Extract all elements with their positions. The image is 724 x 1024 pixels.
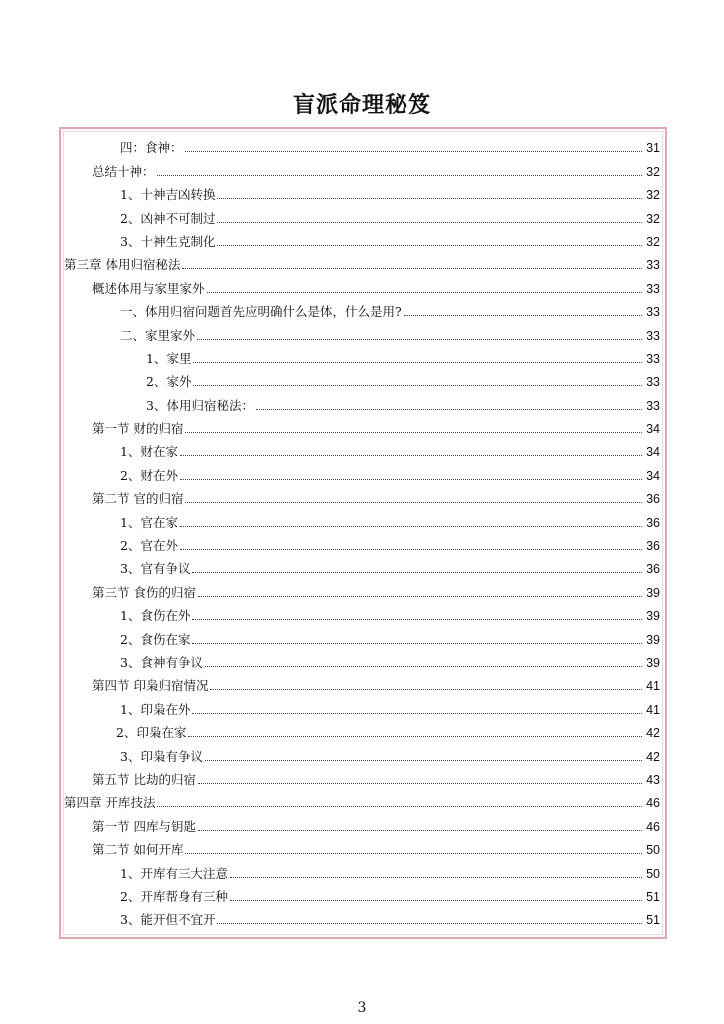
dot-leader	[210, 689, 642, 690]
dot-leader	[182, 268, 642, 269]
toc-entry[interactable]	[64, 413, 660, 436]
dot-leader	[230, 900, 642, 901]
toc-entry[interactable]	[64, 764, 660, 787]
toc-entry[interactable]	[64, 576, 660, 599]
toc-entry-label: 2、财在外	[120, 467, 178, 483]
toc-entry[interactable]	[64, 343, 660, 366]
toc-entry-label: 2、印枭在家	[116, 725, 187, 741]
toc-entry-label: 第五节 比劫的归宿	[92, 771, 196, 787]
toc-entry[interactable]	[64, 787, 660, 810]
toc-entry[interactable]	[64, 366, 660, 389]
toc-entry-label: 3、印枭有争议	[120, 748, 203, 764]
toc-entry[interactable]	[64, 717, 660, 740]
toc-entry-page: 51	[646, 889, 660, 904]
toc-entry-label: 二、家里家外	[120, 327, 196, 343]
dot-leader	[198, 830, 642, 831]
toc-entry[interactable]	[64, 834, 660, 857]
toc-entry[interactable]	[64, 436, 660, 459]
toc-entry-label: 3、体用归宿秘法：	[146, 397, 254, 413]
toc-entry[interactable]	[64, 202, 660, 225]
toc-entry-page: 41	[646, 702, 660, 717]
dot-leader	[157, 806, 642, 807]
toc-entry-page: 46	[646, 796, 660, 811]
dot-leader	[217, 245, 642, 246]
dot-leader	[193, 362, 642, 363]
dot-leader	[192, 619, 642, 620]
dot-leader	[192, 713, 642, 714]
dot-leader	[185, 502, 642, 503]
toc-entry-page: 36	[646, 539, 660, 554]
toc-entry[interactable]	[64, 600, 660, 623]
dot-leader	[157, 175, 642, 176]
toc-entry-label: 1、官在家	[120, 514, 178, 530]
toc-entry-label: 2、食伤在家	[120, 631, 191, 647]
toc-entry-page: 33	[646, 375, 660, 390]
toc-entry-page: 33	[646, 351, 660, 366]
dot-leader	[185, 853, 642, 854]
toc-entry-page: 32	[646, 164, 660, 179]
toc-entry[interactable]	[64, 530, 660, 553]
toc-entry-label: 2、开库帮身有三种	[120, 888, 228, 904]
toc-entry-label: 第一节 四库与钥匙	[92, 818, 196, 834]
toc-entry-page: 42	[646, 726, 660, 741]
toc-entry[interactable]	[64, 179, 660, 202]
toc-entry-page: 31	[646, 141, 660, 156]
dot-leader	[404, 315, 642, 316]
dot-leader	[193, 385, 642, 386]
toc-entry[interactable]	[64, 296, 660, 319]
toc-entry-label: 一、体用归宿问题首先应明确什么是体，什么是用?	[120, 304, 402, 320]
toc-entry-page: 43	[646, 772, 660, 787]
toc-entry[interactable]	[64, 483, 660, 506]
toc-entry-page: 36	[646, 492, 660, 507]
toc-entry-page: 33	[646, 305, 660, 320]
toc-entry-page: 34	[646, 422, 660, 437]
toc-entry-page: 50	[646, 843, 660, 858]
dot-leader	[205, 666, 642, 667]
toc-entry[interactable]	[64, 249, 660, 272]
toc-entry-label: 2、凶神不可制过	[120, 210, 216, 226]
dot-leader	[217, 198, 642, 199]
dot-leader	[198, 596, 642, 597]
toc-entry-label: 2、官在外	[120, 538, 178, 554]
toc-entry-page: 32	[646, 211, 660, 226]
toc-entry-page: 33	[646, 281, 660, 296]
toc-entry-page: 33	[646, 398, 660, 413]
toc-entry-label: 概述体用与家里家外	[92, 280, 205, 296]
toc-entry-page: 32	[646, 188, 660, 203]
toc-entry-label: 2、家外	[146, 374, 192, 390]
toc-entry-page: 51	[646, 913, 660, 928]
toc-entry-label: 1、食伤在外	[120, 608, 191, 624]
dot-leader	[180, 455, 642, 456]
document-title: 盲派命理秘笈	[292, 92, 431, 118]
dot-leader	[256, 409, 642, 410]
toc-entry[interactable]	[64, 647, 660, 670]
toc-entry-label: 四：食神：	[120, 140, 183, 156]
dot-leader	[205, 760, 642, 761]
toc-entry-page: 42	[646, 749, 660, 764]
toc-entry-page: 32	[646, 234, 660, 249]
toc-entry-page: 39	[646, 585, 660, 600]
dot-leader	[192, 572, 642, 573]
dot-leader	[207, 292, 642, 293]
toc-entry-label: 总结十神：	[92, 163, 155, 179]
toc-entry[interactable]	[64, 904, 660, 927]
toc-entry-page: 33	[646, 328, 660, 343]
dot-leader	[180, 479, 642, 480]
dot-leader	[198, 783, 642, 784]
toc-entry-label: 1、家里	[146, 350, 192, 366]
toc-entry-label: 第二节 如何开库	[92, 842, 184, 858]
toc-entry-page: 36	[646, 515, 660, 530]
toc-entry-page: 34	[646, 445, 660, 460]
toc-entry[interactable]	[64, 881, 660, 904]
dot-leader	[230, 877, 642, 878]
toc-entry[interactable]	[64, 459, 660, 482]
toc-entry[interactable]	[64, 857, 660, 880]
toc-entry-page: 36	[646, 562, 660, 577]
dot-leader	[180, 526, 642, 527]
toc-entry-label: 第一节 财的归宿	[92, 421, 184, 437]
toc-entry-label: 1、十神吉凶转换	[120, 187, 216, 203]
dot-leader	[217, 923, 642, 924]
toc-entry[interactable]	[64, 810, 660, 833]
toc-entry-label: 第四节 印枭归宿情况	[92, 678, 209, 694]
dot-leader	[185, 151, 642, 152]
toc-entry-label: 3、食神有争议	[120, 654, 203, 670]
dot-leader	[188, 736, 642, 737]
toc-entry-label: 第三节 食伤的归宿	[92, 584, 196, 600]
dot-leader	[197, 339, 642, 340]
toc-entry[interactable]	[64, 226, 660, 249]
toc-entry[interactable]	[64, 623, 660, 646]
toc-entry[interactable]	[64, 155, 660, 178]
toc-entry[interactable]	[64, 506, 660, 529]
toc-entry-page: 39	[646, 632, 660, 647]
toc-entry-page: 33	[646, 258, 660, 273]
toc-entry[interactable]	[64, 740, 660, 763]
toc-entry[interactable]	[64, 272, 660, 295]
toc-entry[interactable]	[64, 670, 660, 693]
toc-entry-page: 41	[646, 679, 660, 694]
dot-leader	[180, 549, 642, 550]
toc-entry[interactable]	[64, 389, 660, 412]
toc-entry-page: 39	[646, 655, 660, 670]
toc-entry-page: 50	[646, 866, 660, 881]
toc-entry-label: 3、能开但不宜开	[120, 912, 216, 928]
toc-entry[interactable]	[64, 319, 660, 342]
toc-entry-label: 第四章 开库技法	[64, 795, 156, 811]
toc-entry[interactable]	[64, 553, 660, 576]
toc-entry[interactable]	[64, 132, 660, 155]
toc-entry-label: 3、十神生克制化	[120, 233, 216, 249]
toc-entry[interactable]	[64, 693, 660, 716]
toc-entry-label: 1、开库有三大注意	[120, 865, 228, 881]
dot-leader	[185, 432, 642, 433]
toc-entry-page: 34	[646, 468, 660, 483]
toc-entry-page: 39	[646, 609, 660, 624]
toc-entry-page: 46	[646, 819, 660, 834]
toc-entry-label: 1、印枭在外	[120, 701, 191, 717]
toc-entry-label: 第三章 体用归宿秘法	[64, 257, 181, 273]
toc-entry-label: 3、官有争议	[120, 561, 191, 577]
table-of-contents	[64, 132, 660, 927]
toc-entry-label: 第二节 官的归宿	[92, 491, 184, 507]
dot-leader	[217, 222, 642, 223]
page-number: 3	[357, 1000, 367, 1016]
dot-leader	[192, 643, 642, 644]
toc-entry-label: 1、财在家	[120, 444, 178, 460]
